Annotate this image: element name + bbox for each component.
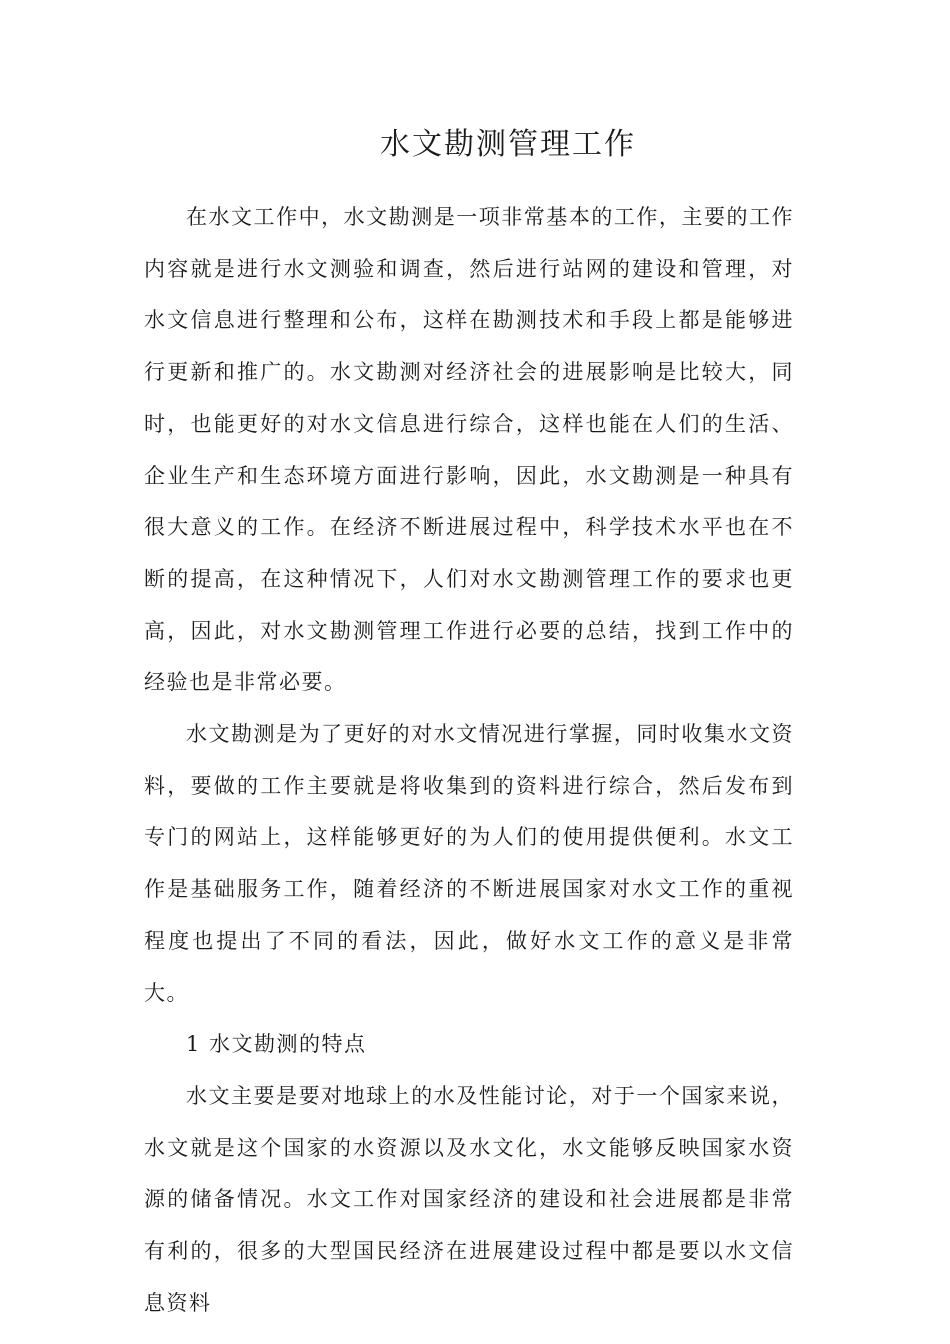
section-heading: 1 水文勘测的特点 bbox=[186, 1032, 367, 1057]
document-title: 水文勘测管理工作 bbox=[380, 127, 636, 162]
paragraph-characteristics: 水文主要是要对地球上的水及性能讨论，对于一个国家来说，水文就是这个国家的水资源以及水文化，水文能够反映国家水资源的储备情况。水文工作对国家经济的建设和社会进展都是非常有利的，很多的大型国民经济在进展建设过程中都是要以水文信息资料 bbox=[144, 1083, 794, 1315]
paragraph-purpose: 水文勘测是为了更好的对水文情况进行掌握，同时收集水文资料，要做的工作主要就是将收集到的资料进行综合，然后发布到专门的网站上，这样能够更好的为人们的使用提供便利。水文工作是基础服务工作，随着经济的不断进展国家对水文工作的重视程度也提出了不同的看法，因此，做好水文工作的意义是非常大。 bbox=[144, 722, 794, 1005]
paragraph-intro: 在水文工作中，水文勘测是一项非常基本的工作，主要的工作内容就是进行水文测验和调查，然后进行站网的建设和管理，对水文信息进行整理和公布，这样在勘测技术和手段上都是能够进行更新和推广的。水文勘测对经济社会的进展影响是比较大，同时，也能更好的对水文信息进行综合，这样也能在人们的生活、企业生产和生态环境方面进行影响，因此，水文勘测是一种具有很大意义的工作。在经济不断进展过程中，科学技术水平也在不断的提高，在这种情况下，人们对水文勘测管理工作的要求也更高，因此，对水文勘测管理工作进行必要的总结，找到工作中的经验也是非常必要。 bbox=[144, 205, 794, 695]
document-body bbox=[144, 192, 794, 1329]
